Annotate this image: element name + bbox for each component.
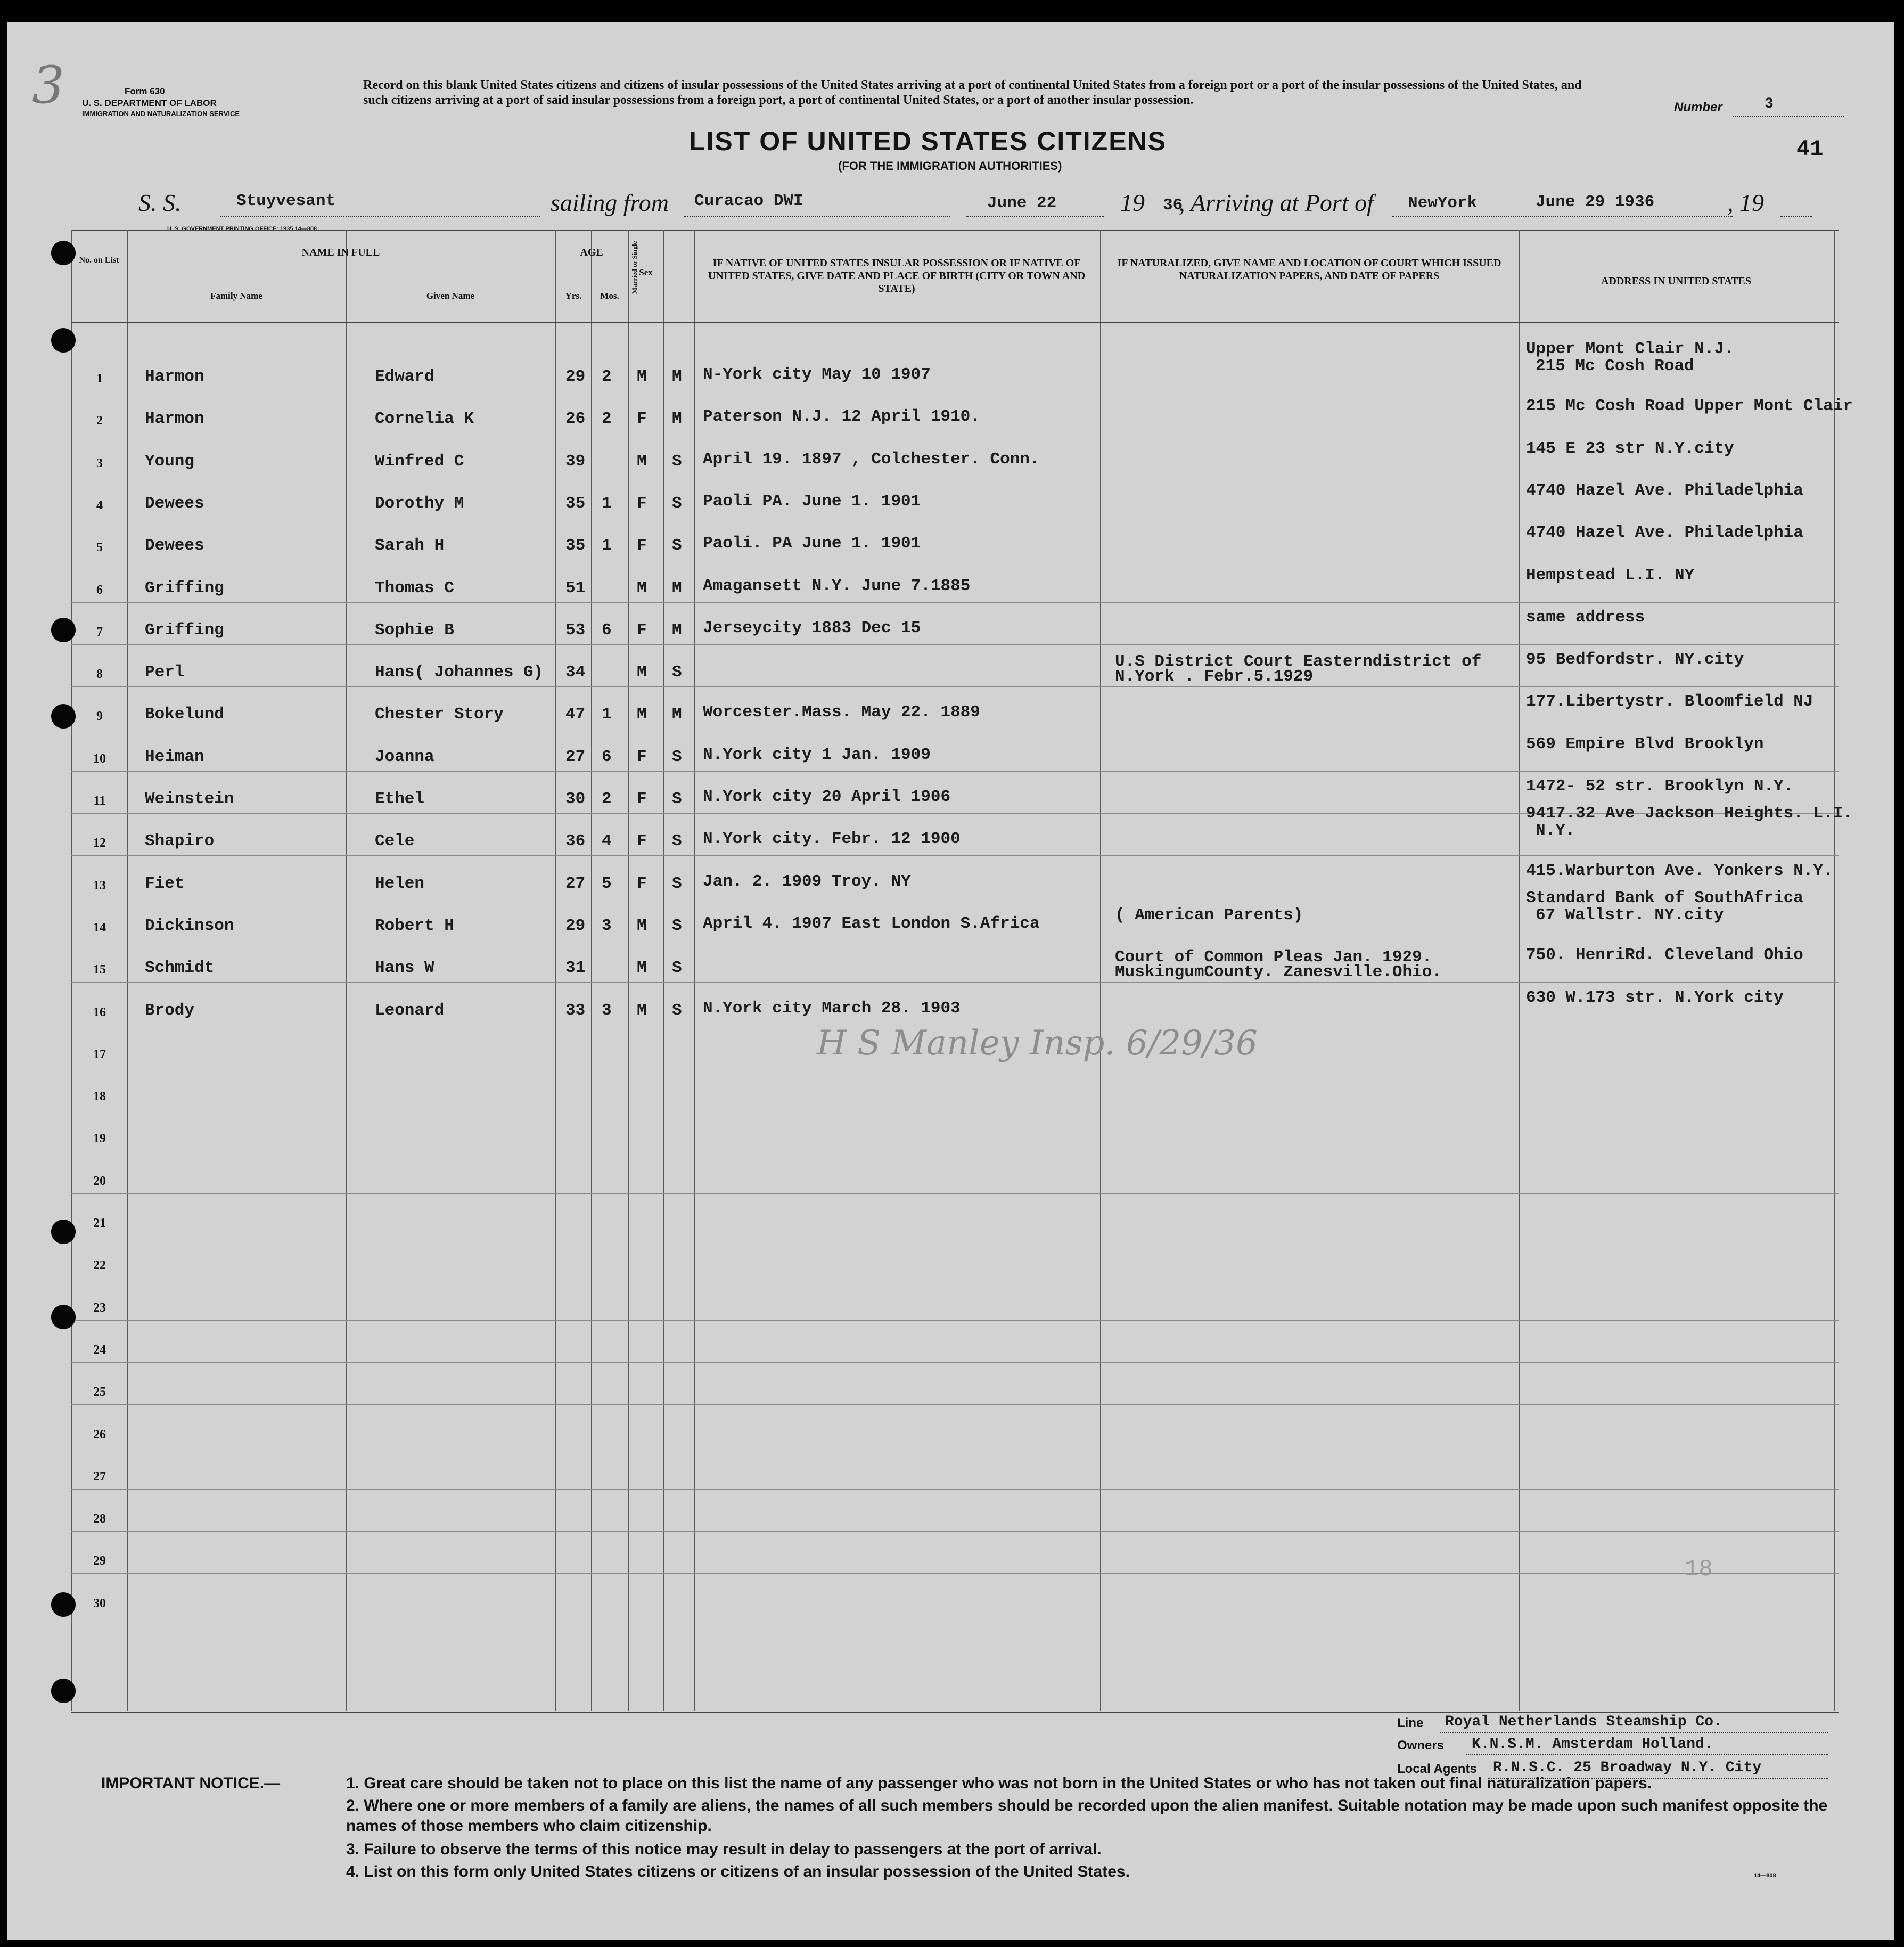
header-no-on-list: No. on List [79, 256, 119, 265]
form-department: U. S. DEPARTMENT OF LABOR [82, 98, 217, 108]
row-rule [71, 644, 1839, 645]
given-name: Winfred C [375, 452, 464, 471]
birth-place-date: N.York city March 28. 1903 [703, 999, 961, 1018]
corner-mark: 3 [32, 55, 65, 115]
page-title: LIST OF UNITED STATES CITIZENS [689, 126, 1167, 156]
header-married-single: Married or Single [630, 241, 638, 294]
sex: F [637, 620, 647, 640]
given-name: Ethel [375, 790, 425, 808]
us-address: 750. HenriRd. Cleveland Ohio [1526, 946, 1803, 965]
sex: F [637, 874, 647, 893]
row-number: 11 [93, 794, 106, 808]
age-years: 29 [565, 916, 586, 935]
row-number: 3 [96, 456, 103, 470]
birth-place-date: N.York city 20 April 1906 [703, 788, 951, 806]
row-rule [71, 855, 1839, 856]
given-name: Cele [375, 832, 415, 851]
naturalization-court: ( American Parents) [1115, 905, 1303, 925]
year-prefix: 19 [1120, 189, 1145, 216]
line-value: Royal Netherlands Steamship Co. [1445, 1714, 1722, 1730]
row-number: 6 [96, 583, 103, 597]
age-years: 51 [565, 578, 586, 598]
given-name: Hans( Johannes G) [375, 663, 544, 682]
owners-value: K.N.S.M. Amsterdam Holland. [1472, 1736, 1713, 1753]
printing-office: U. S. GOVERNMENT PRINTING OFFICE: 1935 14—808 [167, 226, 317, 232]
sex: F [637, 536, 647, 555]
row-number: 15 [93, 963, 106, 977]
age-years: 33 [565, 1001, 586, 1020]
given-name: Edward [375, 367, 434, 386]
arrival-date: June 29 1936 [1536, 193, 1655, 211]
number-value: 3 [1765, 96, 1774, 112]
line-underline [1440, 1732, 1828, 1733]
family-name: Harmon [145, 367, 204, 386]
form-service: IMMIGRATION AND NATURALIZATION SERVICE [82, 110, 240, 118]
us-address: 95 Bedfordstr. NY.city [1526, 650, 1744, 669]
header-address: ADDRESS IN UNITED STATES [1601, 275, 1752, 287]
age-months: 2 [602, 367, 612, 386]
marital-status: S [672, 1001, 682, 1020]
given-name: Helen [375, 874, 425, 893]
sex: F [637, 790, 647, 808]
age-months: 6 [602, 747, 612, 766]
age-years: 47 [565, 705, 586, 724]
age-months: 2 [602, 410, 612, 429]
us-address: same address [1526, 608, 1645, 627]
age-years: 31 [565, 959, 586, 978]
notice-item-2: 2. Where one or more members of a family are aliens, the names of all such members should be recorded upon the alien manifest. Suitable notation may be made upon such manifest opposite the names of those members who claim citizenship. [346, 1797, 1828, 1835]
family-name: Bokelund [145, 705, 224, 724]
sex: F [637, 410, 647, 429]
marital-status: S [672, 494, 682, 513]
notice-item-4: 4. List on this form only United States citizens or citizens of an insular possession of the United States. [346, 1863, 1130, 1880]
age-months: 3 [602, 916, 612, 935]
age-months: 4 [602, 832, 612, 851]
year-suffix: 36 [1163, 196, 1183, 215]
us-address: 569 Empire Blvd Brooklyn [1526, 734, 1764, 754]
us-address: 4740 Hazel Ave. Philadelphia [1526, 523, 1803, 543]
punch-hole [51, 618, 76, 642]
marital-status: M [672, 578, 682, 598]
age-years: 27 [565, 874, 586, 893]
birth-place-date: Paterson N.J. 12 April 1910. [703, 407, 980, 427]
punch-hole [51, 328, 76, 353]
header-name-in-full: NAME IN FULL [301, 247, 380, 258]
port-arrival: NewYork [1408, 194, 1478, 212]
row-rule [71, 982, 1839, 983]
annotation-18: 18 [1685, 1556, 1713, 1583]
birth-place-date: Worcester.Mass. May 22. 1889 [703, 703, 980, 722]
age-years: 35 [565, 494, 586, 513]
from-underline [684, 216, 950, 217]
naturalization-court: Court of Common Pleas Jan. 1929. [1115, 948, 1432, 967]
age-months: 1 [602, 536, 612, 555]
arriving-label: , Arriving at Port of [1179, 189, 1374, 216]
age-years: 34 [565, 663, 586, 682]
ship-underline [220, 216, 540, 217]
family-name: Harmon [145, 410, 204, 429]
naturalization-date: N.York . Febr.5.1929 [1115, 667, 1314, 686]
given-name: Sophie B [375, 620, 454, 640]
row-number: 22 [93, 1258, 106, 1273]
birth-place-date: N.York city 1 Jan. 1909 [703, 745, 931, 764]
row-number: 8 [96, 667, 103, 682]
family-name: Brody [145, 1001, 195, 1020]
punch-hole [51, 241, 76, 265]
birth-place-date: Paoli. PA June 1. 1901 [703, 534, 921, 553]
row-number: 25 [93, 1385, 106, 1400]
year2-underline [1780, 216, 1812, 217]
punch-hole [51, 1220, 76, 1244]
sailing-label: sailing from [551, 189, 669, 216]
row-number: 30 [93, 1596, 106, 1610]
row-rule [71, 1489, 1839, 1490]
punch-hole [51, 1305, 76, 1329]
row-rule [71, 771, 1839, 772]
us-address: 177.Libertystr. Bloomfield NJ [1526, 692, 1813, 711]
birth-place-date: N-York city May 10 1907 [703, 365, 931, 384]
given-name: Dorothy M [375, 494, 464, 513]
row-rule [71, 1531, 1839, 1532]
age-years: 26 [565, 410, 586, 429]
page-number: 41 [1796, 136, 1824, 162]
row-number: 28 [93, 1512, 106, 1526]
marital-status: S [672, 790, 682, 808]
header-given-name: Given Name [426, 291, 475, 301]
row-number: 2 [96, 414, 103, 428]
sex: M [637, 452, 647, 471]
row-number: 26 [93, 1427, 106, 1442]
age-years: 39 [565, 452, 586, 471]
us-address-line2: 67 Wallstr. NY.city [1536, 905, 1724, 925]
number-underline [1733, 116, 1844, 117]
form-instruction: Record on this blank United States citizens and citizens of insular possessions of the United States arriving at a port of continental United States from a foreign port or a port of the insular possessions of the United States, and such citizens arriving at a port of said insular possessions from a foreign port, a port of continental United States, or a port of another insular possession. [363, 78, 1582, 107]
manifest-sheet [7, 22, 1894, 1940]
given-name: Robert H [375, 916, 454, 935]
family-name: Perl [145, 663, 185, 682]
sex: F [637, 494, 647, 513]
row-number: 13 [93, 878, 106, 893]
given-name: Leonard [375, 1001, 445, 1020]
family-name: Weinstein [145, 790, 234, 808]
given-name: Hans W [375, 959, 434, 978]
birth-place-date: April 4. 1907 East London S.Africa [703, 914, 1040, 933]
us-address: 4740 Hazel Ave. Philadelphia [1526, 481, 1803, 500]
us-address: Hempstead L.I. NY [1526, 566, 1695, 585]
header-sex: Sex [639, 267, 653, 277]
print-code: 14—808 [1754, 1872, 1776, 1879]
row-number: 10 [93, 751, 106, 766]
family-name: Griffing [145, 578, 224, 598]
row-number: 24 [93, 1343, 106, 1357]
punch-hole [51, 704, 76, 729]
marital-status: S [672, 916, 682, 935]
header-mos: Mos. [600, 291, 619, 301]
age-years: 30 [565, 790, 586, 808]
inspector-signature: H S Manley Insp. 6/29/36 [817, 1024, 1258, 1063]
us-address: 630 W.173 str. N.York city [1526, 988, 1784, 1007]
row-rule [71, 686, 1839, 687]
page-subtitle: (FOR THE IMMIGRATION AUTHORITIES) [838, 159, 1062, 173]
age-months: 1 [602, 494, 612, 513]
family-name: Schmidt [145, 959, 215, 978]
birth-place-date: April 19. 1897 , Colchester. Conn. [703, 449, 1040, 469]
naturalization-court: U.S District Court Easterndistrict of [1115, 652, 1482, 672]
form-number: Form 630 [125, 86, 165, 96]
family-name: Dewees [145, 494, 204, 513]
depart-date: June 22 [987, 194, 1057, 212]
marital-status: M [672, 620, 682, 640]
punch-hole [51, 1592, 76, 1617]
marital-status: M [672, 705, 682, 724]
age-years: 53 [565, 620, 586, 640]
birth-place-date: Jan. 2. 1909 Troy. NY [703, 872, 911, 891]
given-name: Sarah H [375, 536, 445, 555]
sex: F [637, 832, 647, 851]
age-months: 1 [602, 705, 612, 724]
row-number: 7 [96, 625, 103, 639]
age-years: 27 [565, 747, 586, 766]
us-address-line2: 215 Mc Cosh Road [1536, 357, 1694, 375]
us-address-line2: N.Y. [1536, 821, 1575, 840]
birth-place-date: N.York city. Febr. 12 1900 [703, 830, 961, 849]
row-number: 21 [93, 1216, 106, 1230]
row-number: 9 [96, 709, 103, 724]
row-rule [71, 1320, 1839, 1321]
row-number: 1 [96, 372, 103, 386]
marital-status: M [672, 410, 682, 429]
given-name: Cornelia K [375, 410, 474, 429]
row-number: 23 [93, 1300, 106, 1315]
us-address: 9417.32 Ave Jackson Heights. L.I. [1526, 804, 1853, 823]
row-number: 12 [93, 836, 106, 850]
marital-status: S [672, 663, 682, 682]
given-name: Joanna [375, 747, 434, 766]
birth-place-date: Jerseycity 1883 Dec 15 [703, 618, 921, 637]
age-years: 29 [565, 367, 586, 386]
line-label: Line [1397, 1716, 1424, 1730]
sex: M [637, 1001, 647, 1020]
sex: M [637, 959, 647, 978]
header-yrs: Yrs. [565, 291, 582, 301]
us-address: Upper Mont Clair N.J. [1526, 340, 1734, 358]
marital-status: M [672, 367, 682, 386]
agents-value: R.N.S.C. 25 Broadway N.Y. City [1493, 1760, 1762, 1776]
row-rule [71, 1573, 1839, 1574]
header-birth: IF NATIVE OF UNITED STATES INSULAR POSSESSION OR IF NATIVE OF UNITED STATES, GIVE DATE AND PLACE OF BIRTH (CITY OR TOWN AND STATE) [708, 257, 1086, 294]
marital-status: S [672, 874, 682, 893]
row-number: 16 [93, 1005, 106, 1019]
age-months: 6 [602, 620, 612, 640]
arrival-underline [1392, 216, 1733, 217]
row-number: 4 [96, 498, 103, 512]
birth-place-date: Amagansett N.Y. June 7.1885 [703, 576, 971, 595]
ship-name: Stuyvesant [236, 192, 336, 210]
row-number: 29 [93, 1554, 106, 1568]
us-address: 415.Warburton Ave. Yonkers N.Y. [1526, 861, 1833, 880]
sex: M [637, 705, 647, 724]
family-name: Dickinson [145, 916, 234, 935]
age-months: 5 [602, 874, 612, 893]
family-name: Dewees [145, 536, 204, 555]
naturalization-date: MuskingumCounty. Zanesville.Ohio. [1115, 963, 1442, 982]
header-age: AGE [580, 247, 603, 258]
family-name: Shapiro [145, 832, 215, 851]
row-rule [71, 1193, 1839, 1194]
family-name: Young [145, 452, 195, 471]
age-years: 35 [565, 536, 586, 555]
year2-prefix: , 19 [1727, 189, 1764, 216]
family-name: Fiet [145, 874, 185, 893]
number-label: Number [1674, 100, 1722, 114]
sex: M [637, 916, 647, 935]
marital-status: S [672, 452, 682, 471]
row-number: 14 [93, 920, 106, 935]
sex: M [637, 367, 647, 386]
owners-underline [1466, 1754, 1828, 1755]
row-rule [71, 1362, 1839, 1363]
marital-status: S [672, 832, 682, 851]
punch-hole [51, 1679, 76, 1703]
port-from: Curacao DWI [694, 192, 803, 210]
header-family-name: Family Name [210, 291, 262, 301]
row-number: 18 [93, 1090, 106, 1104]
header-naturalized: IF NATURALIZED, GIVE NAME AND LOCATION OF COURT WHICH ISSUED NATURALIZATION PAPERS, AND DATE OF PAPERS [1117, 257, 1501, 282]
row-number: 27 [93, 1469, 106, 1484]
owners-label: Owners [1397, 1738, 1445, 1753]
us-address: 1472- 52 str. Brooklyn N.Y. [1526, 777, 1794, 796]
notice-heading: IMPORTANT NOTICE.— [101, 1774, 281, 1792]
notice-item-3: 3. Failure to observe the terms of this notice may result in delay to passengers at the port of arrival. [346, 1840, 1102, 1858]
us-address: Standard Bank of SouthAfrica [1526, 888, 1803, 907]
us-address: 215 Mc Cosh Road Upper Mont Clair [1526, 397, 1853, 416]
row-rule [71, 1404, 1839, 1405]
sex: F [637, 747, 647, 766]
depart-underline [966, 216, 1104, 217]
us-address: 145 E 23 str N.Y.city [1526, 439, 1734, 458]
given-name: Thomas C [375, 578, 454, 598]
agents-label: Local Agents [1397, 1762, 1477, 1776]
marital-status: S [672, 959, 682, 978]
row-number: 19 [93, 1132, 106, 1146]
header-bottom-rule [71, 322, 1839, 323]
age-years: 36 [565, 832, 586, 851]
given-name: Chester Story [375, 705, 504, 724]
family-name: Heiman [145, 747, 204, 766]
family-name: Griffing [145, 620, 224, 640]
marital-status: S [672, 536, 682, 555]
ss-label: S. S. [138, 189, 182, 216]
age-months: 2 [602, 790, 612, 808]
row-number: 5 [96, 541, 103, 555]
row-rule [71, 602, 1839, 603]
birth-place-date: Paoli PA. June 1. 1901 [703, 492, 921, 511]
notice-item-1: 1. Great care should be taken not to place on this list the name of any passenger who was not born in the United States or who has not taken out final naturalization papers. [346, 1774, 1652, 1792]
sex: M [637, 663, 647, 682]
age-months: 3 [602, 1001, 612, 1020]
marital-status: S [672, 747, 682, 766]
row-number: 17 [93, 1047, 106, 1061]
sex: M [637, 578, 647, 598]
row-number: 20 [93, 1174, 106, 1188]
